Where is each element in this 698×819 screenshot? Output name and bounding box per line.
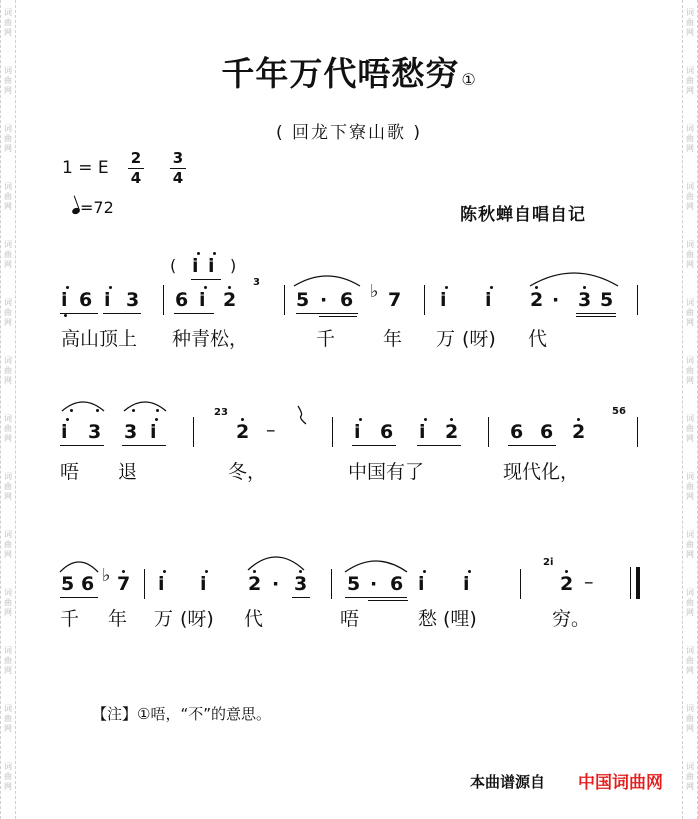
watermark-char: 曲 xyxy=(4,366,12,375)
watermark-char: 词 xyxy=(686,414,694,423)
octave-dot xyxy=(445,286,448,289)
score-note: 6 xyxy=(380,421,394,443)
watermark-char: 曲 xyxy=(686,18,694,27)
slur xyxy=(58,556,100,574)
source-label: 本曲谱源自 xyxy=(470,773,546,791)
score-note: 2 xyxy=(236,421,250,443)
watermark-char: 曲 xyxy=(4,76,12,85)
sustain-dash: – xyxy=(584,571,594,593)
watermark-mark xyxy=(1,588,15,618)
score-note: 2 xyxy=(560,573,574,595)
lyric: 冬， xyxy=(228,461,267,483)
eighth-underline xyxy=(191,279,221,280)
watermark-mark xyxy=(1,414,15,444)
glide-mark-icon xyxy=(296,404,308,426)
brand-logo-text[interactable]: 中国词曲网 xyxy=(578,773,663,793)
octave-dot xyxy=(423,570,426,573)
score-note: 6 xyxy=(79,289,93,311)
score-note: i xyxy=(200,573,207,595)
lyric: (呀) xyxy=(462,328,496,350)
score-note: i xyxy=(419,421,426,443)
watermark-mark xyxy=(683,414,697,444)
octave-dot xyxy=(213,252,216,255)
fermata-arc xyxy=(60,397,106,413)
watermark-char: 网 xyxy=(686,666,694,675)
watermark-char: 曲 xyxy=(686,424,694,433)
score-note: 3 xyxy=(88,421,102,443)
score-note: i xyxy=(485,289,492,311)
lyric: (哩) xyxy=(443,608,477,630)
score-note: · xyxy=(320,289,328,311)
watermark-char: 网 xyxy=(686,202,694,211)
time-sig-top: 3 xyxy=(172,149,184,167)
watermark-mark xyxy=(1,298,15,328)
lyric: 现代化， xyxy=(503,461,580,483)
watermark-char: 词 xyxy=(4,472,12,481)
watermark-char: 网 xyxy=(4,608,12,617)
score-note: 6 xyxy=(81,573,95,595)
watermark-char: 词 xyxy=(686,8,694,17)
watermark-char: 网 xyxy=(686,144,694,153)
lyric: 唔 xyxy=(340,608,360,630)
watermark-char: 词 xyxy=(4,124,12,133)
watermark-mark xyxy=(1,530,15,560)
score-note: 2 xyxy=(572,421,586,443)
score-note: 5 xyxy=(296,289,310,311)
watermark-char: 网 xyxy=(686,434,694,443)
flat-sign: ♭ xyxy=(102,565,111,586)
watermark-char: 曲 xyxy=(4,250,12,259)
watermark-mark xyxy=(683,8,697,38)
watermark-char: 词 xyxy=(4,182,12,191)
watermark-char: 网 xyxy=(4,550,12,559)
watermark-char: 曲 xyxy=(4,308,12,317)
watermark-char: 词 xyxy=(4,414,12,423)
watermark-char: 曲 xyxy=(686,540,694,549)
tempo-value: =72 xyxy=(80,198,114,217)
watermark-mark xyxy=(1,8,15,38)
octave-dot xyxy=(66,286,69,289)
watermark-char: 网 xyxy=(686,86,694,95)
octave-dot xyxy=(468,570,471,573)
octave-dot xyxy=(565,570,568,573)
time-sig-bottom: 4 xyxy=(172,169,184,187)
watermark-char: 网 xyxy=(686,28,694,37)
watermark-char: 曲 xyxy=(4,18,12,27)
lyric: 千 xyxy=(316,328,336,350)
lyric: 穷。 xyxy=(552,608,591,630)
sixteenth-underline xyxy=(368,600,408,601)
score-note: ( xyxy=(170,256,177,275)
eighth-underline xyxy=(122,445,166,446)
octave-dot xyxy=(122,570,125,573)
watermark-mark xyxy=(683,704,697,734)
song-title-text: 千年万代唔愁穷 xyxy=(221,54,460,93)
eighth-underline xyxy=(352,445,396,446)
eighth-underline xyxy=(576,313,616,314)
tempo-marking xyxy=(72,198,114,217)
watermark-char: 词 xyxy=(4,704,12,713)
watermark-char: 曲 xyxy=(4,656,12,665)
watermark-char: 曲 xyxy=(4,192,12,201)
octave-dot xyxy=(66,418,69,421)
octave-dot xyxy=(490,286,493,289)
watermark-char: 网 xyxy=(4,434,12,443)
bar-line xyxy=(193,417,194,447)
footnote: 【注】①唔，“不”的意思。 xyxy=(92,705,271,723)
lyric: 万 xyxy=(154,608,174,630)
watermark-char: 曲 xyxy=(4,482,12,491)
eighth-underline xyxy=(296,313,358,314)
watermark-char: 曲 xyxy=(686,656,694,665)
fermata-arc xyxy=(122,397,168,413)
watermark-char: 网 xyxy=(4,782,12,791)
watermark-char: 词 xyxy=(686,472,694,481)
watermark-char: 词 xyxy=(686,356,694,365)
final-bar-line-thick xyxy=(636,567,640,599)
grace-note: 3 xyxy=(253,277,260,288)
grace-note: 2i xyxy=(543,557,554,568)
final-bar-line xyxy=(630,567,631,599)
score-note: i xyxy=(61,289,68,311)
eighth-underline xyxy=(417,445,461,446)
bar-line xyxy=(284,285,285,315)
lyric: 千 xyxy=(60,608,80,630)
watermark-char: 词 xyxy=(4,646,12,655)
watermark-mark xyxy=(1,762,15,792)
watermark-char: 网 xyxy=(4,724,12,733)
flat-sign: ♭ xyxy=(370,281,379,302)
slur xyxy=(528,266,620,288)
watermark-char: 曲 xyxy=(4,714,12,723)
watermark-char: 网 xyxy=(4,376,12,385)
eighth-underline xyxy=(292,597,310,598)
octave-dot xyxy=(241,418,244,421)
watermark-char: 词 xyxy=(686,646,694,655)
octave-dot xyxy=(577,418,580,421)
lyric: 万 xyxy=(436,328,456,350)
eighth-underline xyxy=(345,597,407,598)
watermark-mark xyxy=(683,472,697,502)
eighth-underline xyxy=(508,445,556,446)
watermark-char: 网 xyxy=(4,260,12,269)
grace-note: 23 xyxy=(214,407,228,418)
score-note: 6 xyxy=(540,421,554,443)
score-note: 2 xyxy=(530,289,544,311)
score-note: i xyxy=(150,421,157,443)
watermark-char: 词 xyxy=(4,588,12,597)
watermark-char: 网 xyxy=(4,144,12,153)
sustain-dash: – xyxy=(266,419,276,441)
watermark-char: 词 xyxy=(4,8,12,17)
octave-dot xyxy=(109,286,112,289)
watermark-mark xyxy=(1,704,15,734)
watermark-mark xyxy=(1,182,15,212)
score-note: i xyxy=(192,255,199,277)
octave-dot xyxy=(424,418,427,421)
slur xyxy=(246,550,306,572)
watermark-char: 曲 xyxy=(4,598,12,607)
watermark-char: 词 xyxy=(686,704,694,713)
watermark-char: 曲 xyxy=(686,366,694,375)
score-note: 5 xyxy=(347,573,361,595)
watermark-mark xyxy=(683,182,697,212)
watermark-mark xyxy=(683,240,697,270)
lyric: 年 xyxy=(108,608,128,630)
score-note: i xyxy=(463,573,470,595)
score-note: 7 xyxy=(388,289,402,311)
score-note: 2 xyxy=(248,573,262,595)
watermark-char: 词 xyxy=(4,66,12,75)
title-footnote-mark: ① xyxy=(461,70,477,89)
octave-dot xyxy=(204,286,207,289)
sixteenth-underline xyxy=(319,316,357,317)
score-note: · xyxy=(272,573,280,595)
octave-dot xyxy=(228,286,231,289)
score-note: i xyxy=(158,573,165,595)
score-note: i xyxy=(418,573,425,595)
score-note: 3 xyxy=(578,289,592,311)
watermark-char: 曲 xyxy=(4,772,12,781)
octave-dot xyxy=(359,418,362,421)
watermark-mark xyxy=(683,762,697,792)
watermark-char: 网 xyxy=(4,86,12,95)
score-note: i xyxy=(208,255,215,277)
score-note: 6 xyxy=(340,289,354,311)
watermark-char: 网 xyxy=(4,666,12,675)
score-note: i xyxy=(440,289,447,311)
watermark-char: 曲 xyxy=(686,482,694,491)
watermark-char: 词 xyxy=(686,530,694,539)
watermark-char: 网 xyxy=(686,782,694,791)
watermark-char: 网 xyxy=(686,376,694,385)
time-signature-2-4 xyxy=(125,149,147,188)
bar-line xyxy=(144,569,145,599)
octave-dot xyxy=(163,570,166,573)
bar-line xyxy=(637,417,638,447)
time-sig-top: 2 xyxy=(130,149,142,167)
score-note: 2 xyxy=(445,421,459,443)
eighth-underline xyxy=(60,445,104,446)
bar-line xyxy=(488,417,489,447)
watermark-char: 曲 xyxy=(4,134,12,143)
score-note: i xyxy=(61,421,68,443)
eighth-underline xyxy=(103,313,141,314)
watermark-char: 词 xyxy=(686,588,694,597)
slur xyxy=(292,270,362,288)
lyric: 愁 xyxy=(418,608,438,630)
watermark-char: 网 xyxy=(686,608,694,617)
lyric: 代 xyxy=(244,608,264,630)
watermark-mark xyxy=(683,356,697,386)
bar-line xyxy=(331,569,332,599)
watermark-char: 词 xyxy=(686,124,694,133)
watermark-mark xyxy=(1,356,15,386)
score-note: i xyxy=(104,289,111,311)
lyric: 中国有了 xyxy=(348,461,425,483)
key-signature: 1 = E xyxy=(62,158,109,178)
score-note: 3 xyxy=(126,289,140,311)
rhythm-dot xyxy=(64,314,67,317)
watermark-char: 词 xyxy=(4,530,12,539)
watermark-char: 词 xyxy=(4,240,12,249)
watermark-mark xyxy=(1,240,15,270)
lyric: 退 xyxy=(118,461,138,483)
score-note: 6 xyxy=(510,421,524,443)
watermark-char: 网 xyxy=(686,724,694,733)
score-note: 6 xyxy=(175,289,189,311)
score-note: 3 xyxy=(294,573,308,595)
score-note: 7 xyxy=(117,573,131,595)
watermark-mark xyxy=(683,298,697,328)
bar-line xyxy=(520,569,521,599)
time-signature-3-4 xyxy=(167,149,189,188)
lyric: 年 xyxy=(383,328,403,350)
watermark-mark xyxy=(1,472,15,502)
watermark-char: 曲 xyxy=(686,192,694,201)
score-note: 5 xyxy=(61,573,75,595)
watermark-char: 曲 xyxy=(686,76,694,85)
watermark-char: 词 xyxy=(686,66,694,75)
watermark-mark xyxy=(683,646,697,676)
watermark-char: 网 xyxy=(686,492,694,501)
watermark-char: 网 xyxy=(686,550,694,559)
score-note: i xyxy=(199,289,206,311)
octave-dot xyxy=(205,570,208,573)
watermark-char: 曲 xyxy=(686,714,694,723)
watermark-char: 曲 xyxy=(686,598,694,607)
watermark-char: 词 xyxy=(4,298,12,307)
score-note: 3 xyxy=(124,421,138,443)
watermark-char: 曲 xyxy=(4,540,12,549)
slur xyxy=(343,554,409,574)
score-note: 6 xyxy=(390,573,404,595)
watermark-char: 网 xyxy=(686,318,694,327)
watermark-mark xyxy=(1,646,15,676)
song-subtitle: ( 回龙下寮山歌 ) xyxy=(275,123,423,143)
lyric: 高山顶上 xyxy=(61,328,138,350)
score-note: 5 xyxy=(600,289,614,311)
eighth-underline xyxy=(60,597,98,598)
octave-dot xyxy=(450,418,453,421)
watermark-char: 曲 xyxy=(4,424,12,433)
score-note: · xyxy=(370,573,378,595)
watermark-char: 词 xyxy=(686,762,694,771)
grace-note: 56 xyxy=(612,406,626,417)
watermark-char: 曲 xyxy=(686,308,694,317)
eighth-underline xyxy=(174,313,214,314)
watermark-char: 曲 xyxy=(686,772,694,781)
bar-line xyxy=(424,285,425,315)
eighth-underline xyxy=(60,313,98,314)
watermark-mark xyxy=(683,588,697,618)
watermark-char: 网 xyxy=(4,318,12,327)
song-title xyxy=(0,48,698,95)
octave-dot xyxy=(155,418,158,421)
watermark-char: 曲 xyxy=(686,134,694,143)
score-note: ) xyxy=(230,256,237,275)
lyric: (呀) xyxy=(180,608,214,630)
score-note: i xyxy=(354,421,361,443)
lyric: 代 xyxy=(528,328,548,350)
watermark-char: 网 xyxy=(4,202,12,211)
lyric: 种青松， xyxy=(172,328,249,350)
watermark-char: 词 xyxy=(686,182,694,191)
octave-dot xyxy=(197,252,200,255)
bar-line xyxy=(637,285,638,315)
watermark-char: 词 xyxy=(686,240,694,249)
sixteenth-underline xyxy=(576,316,616,317)
lyric: 唔 xyxy=(60,461,80,483)
watermark-char: 词 xyxy=(686,298,694,307)
bar-line xyxy=(163,285,164,315)
score-note: 2 xyxy=(223,289,237,311)
score-note: · xyxy=(552,289,560,311)
watermark-mark xyxy=(683,530,697,560)
watermark-char: 网 xyxy=(4,492,12,501)
watermark-char: 曲 xyxy=(686,250,694,259)
time-sig-bottom: 4 xyxy=(130,169,142,187)
watermark-char: 词 xyxy=(4,356,12,365)
watermark-char: 网 xyxy=(686,260,694,269)
watermark-char: 词 xyxy=(4,762,12,771)
author-credit: 陈秋蝉自唱自记 xyxy=(460,205,586,225)
bar-line xyxy=(332,417,333,447)
watermark-char: 网 xyxy=(4,28,12,37)
